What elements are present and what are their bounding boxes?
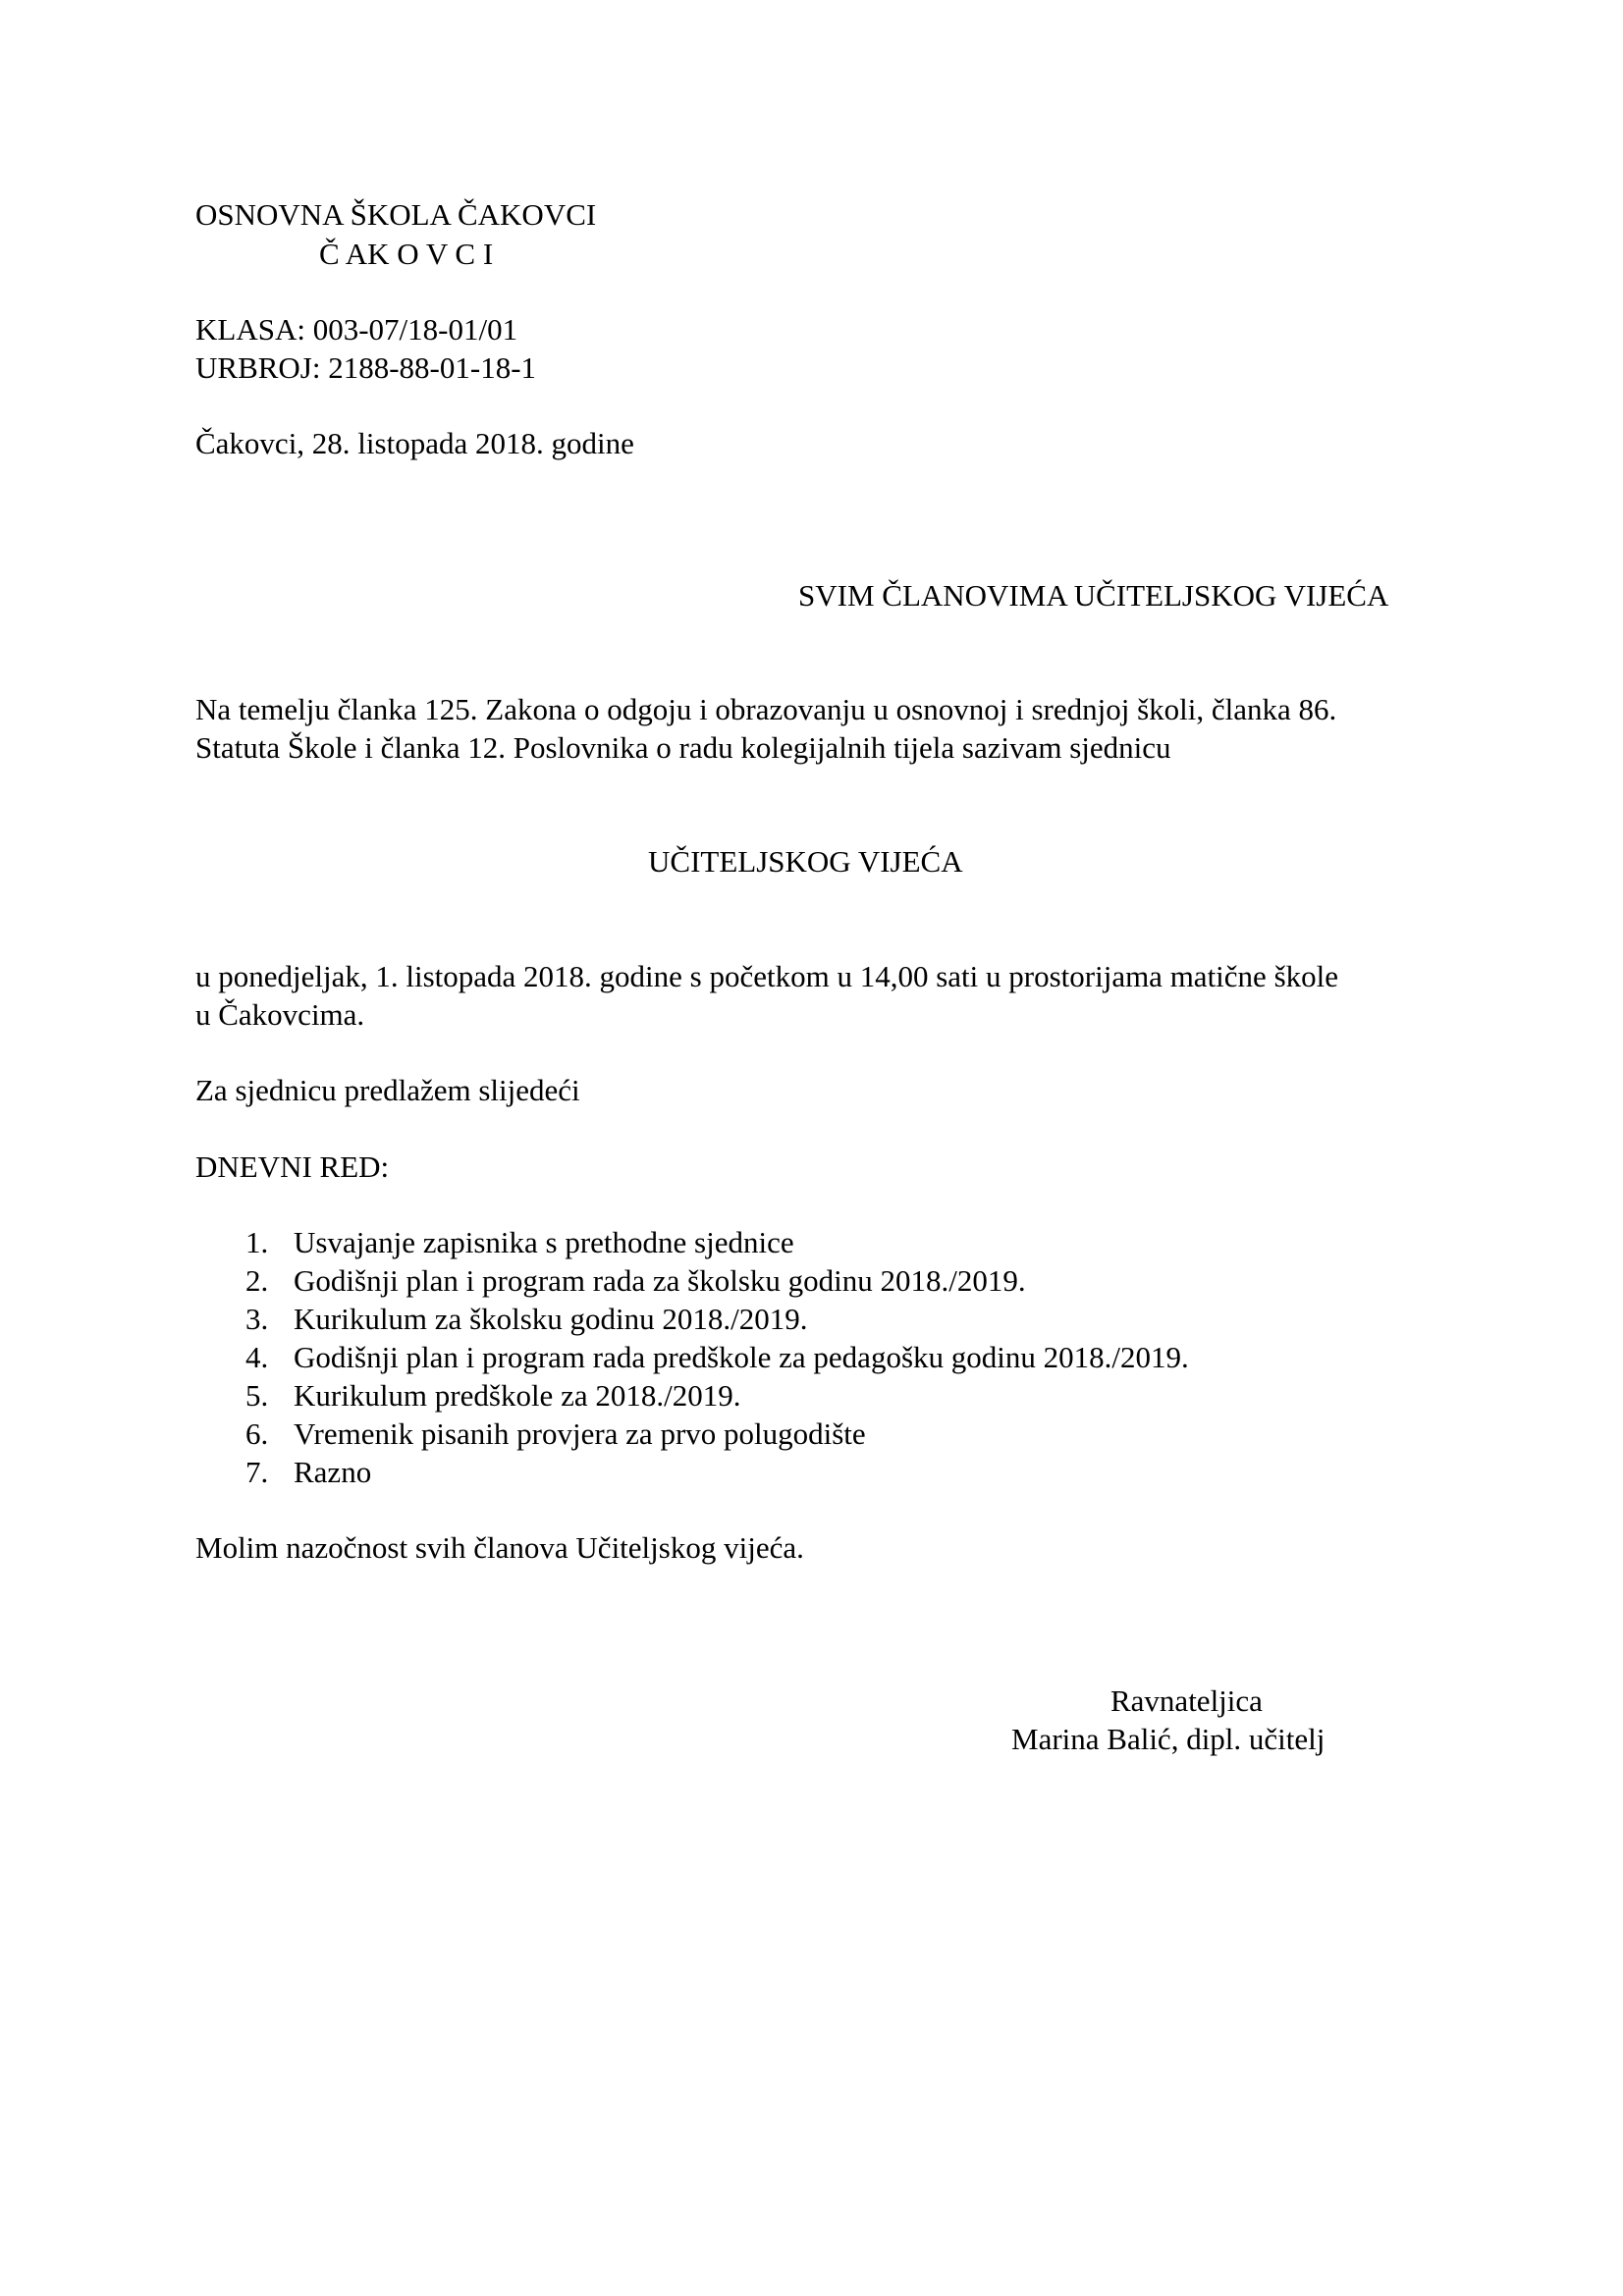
agenda-item-text: Razno [294, 1455, 372, 1489]
agenda-item-text: Kurikulum za školsku godinu 2018./2019. [294, 1302, 808, 1336]
intro-line-1: Na temelju članka 125. Zakona o odgoju i obrazovanju u osnovnoj i srednjoj školi, članka 86. [195, 692, 1337, 726]
closing-line: Molim nazočnost svih članova Učiteljskog vijeća. [195, 1530, 804, 1565]
agenda-item-text: Kurikulum predškole za 2018./2019. [294, 1378, 741, 1413]
agenda-item-number: 4. [245, 1340, 269, 1374]
agenda-item-number: 7. [245, 1455, 269, 1489]
signature-name: Marina Balić, dipl. učitelj [1011, 1722, 1325, 1756]
meeting-line-2: u Čakovcima. [195, 997, 365, 1032]
intro-line-2: Statuta Škole i članka 12. Poslovnika o radu kolegijalnih tijela sazivam sjednicu [195, 730, 1171, 765]
urbroj-line: URBROJ: 2188-88-01-18-1 [195, 350, 537, 385]
school-name: OSNOVNA ŠKOLA ČAKOVCI [195, 197, 597, 232]
meeting-line-1: u ponedjeljak, 1. listopada 2018. godine s početkom u 14,00 sati u prostorijama matične škole [195, 959, 1338, 993]
agenda-item-text: Usvajanje zapisnika s prethodne sjednice [294, 1225, 794, 1259]
agenda-item-number: 3. [245, 1302, 269, 1336]
signature-title: Ravnateljica [1110, 1683, 1263, 1718]
agenda-item-number: 2. [245, 1263, 269, 1298]
agenda-item-text: Godišnji plan i program rada predškole za pedagošku godinu 2018./2019. [294, 1340, 1189, 1374]
school-place: Č AK O V C I [319, 237, 494, 271]
proposal-line: Za sjednicu predlažem slijedeći [195, 1073, 580, 1107]
body-title: UČITELJSKOG VIJEĆA [648, 844, 963, 879]
klasa-line: KLASA: 003-07/18-01/01 [195, 312, 518, 347]
agenda-heading: DNEVNI RED: [195, 1149, 390, 1184]
recipient-line: SVIM ČLANOVIMA UČITELJSKOG VIJEĆA [798, 578, 1389, 613]
agenda-item-number: 5. [245, 1378, 269, 1413]
agenda-item-text: Vremenik pisanih provjera za prvo polugodište [294, 1416, 866, 1451]
agenda-item-number: 6. [245, 1416, 269, 1451]
agenda-item-text: Godišnji plan i program rada za školsku godinu 2018./2019. [294, 1263, 1026, 1298]
agenda-item-number: 1. [245, 1225, 269, 1259]
place-date-line: Čakovci, 28. listopada 2018. godine [195, 426, 634, 460]
